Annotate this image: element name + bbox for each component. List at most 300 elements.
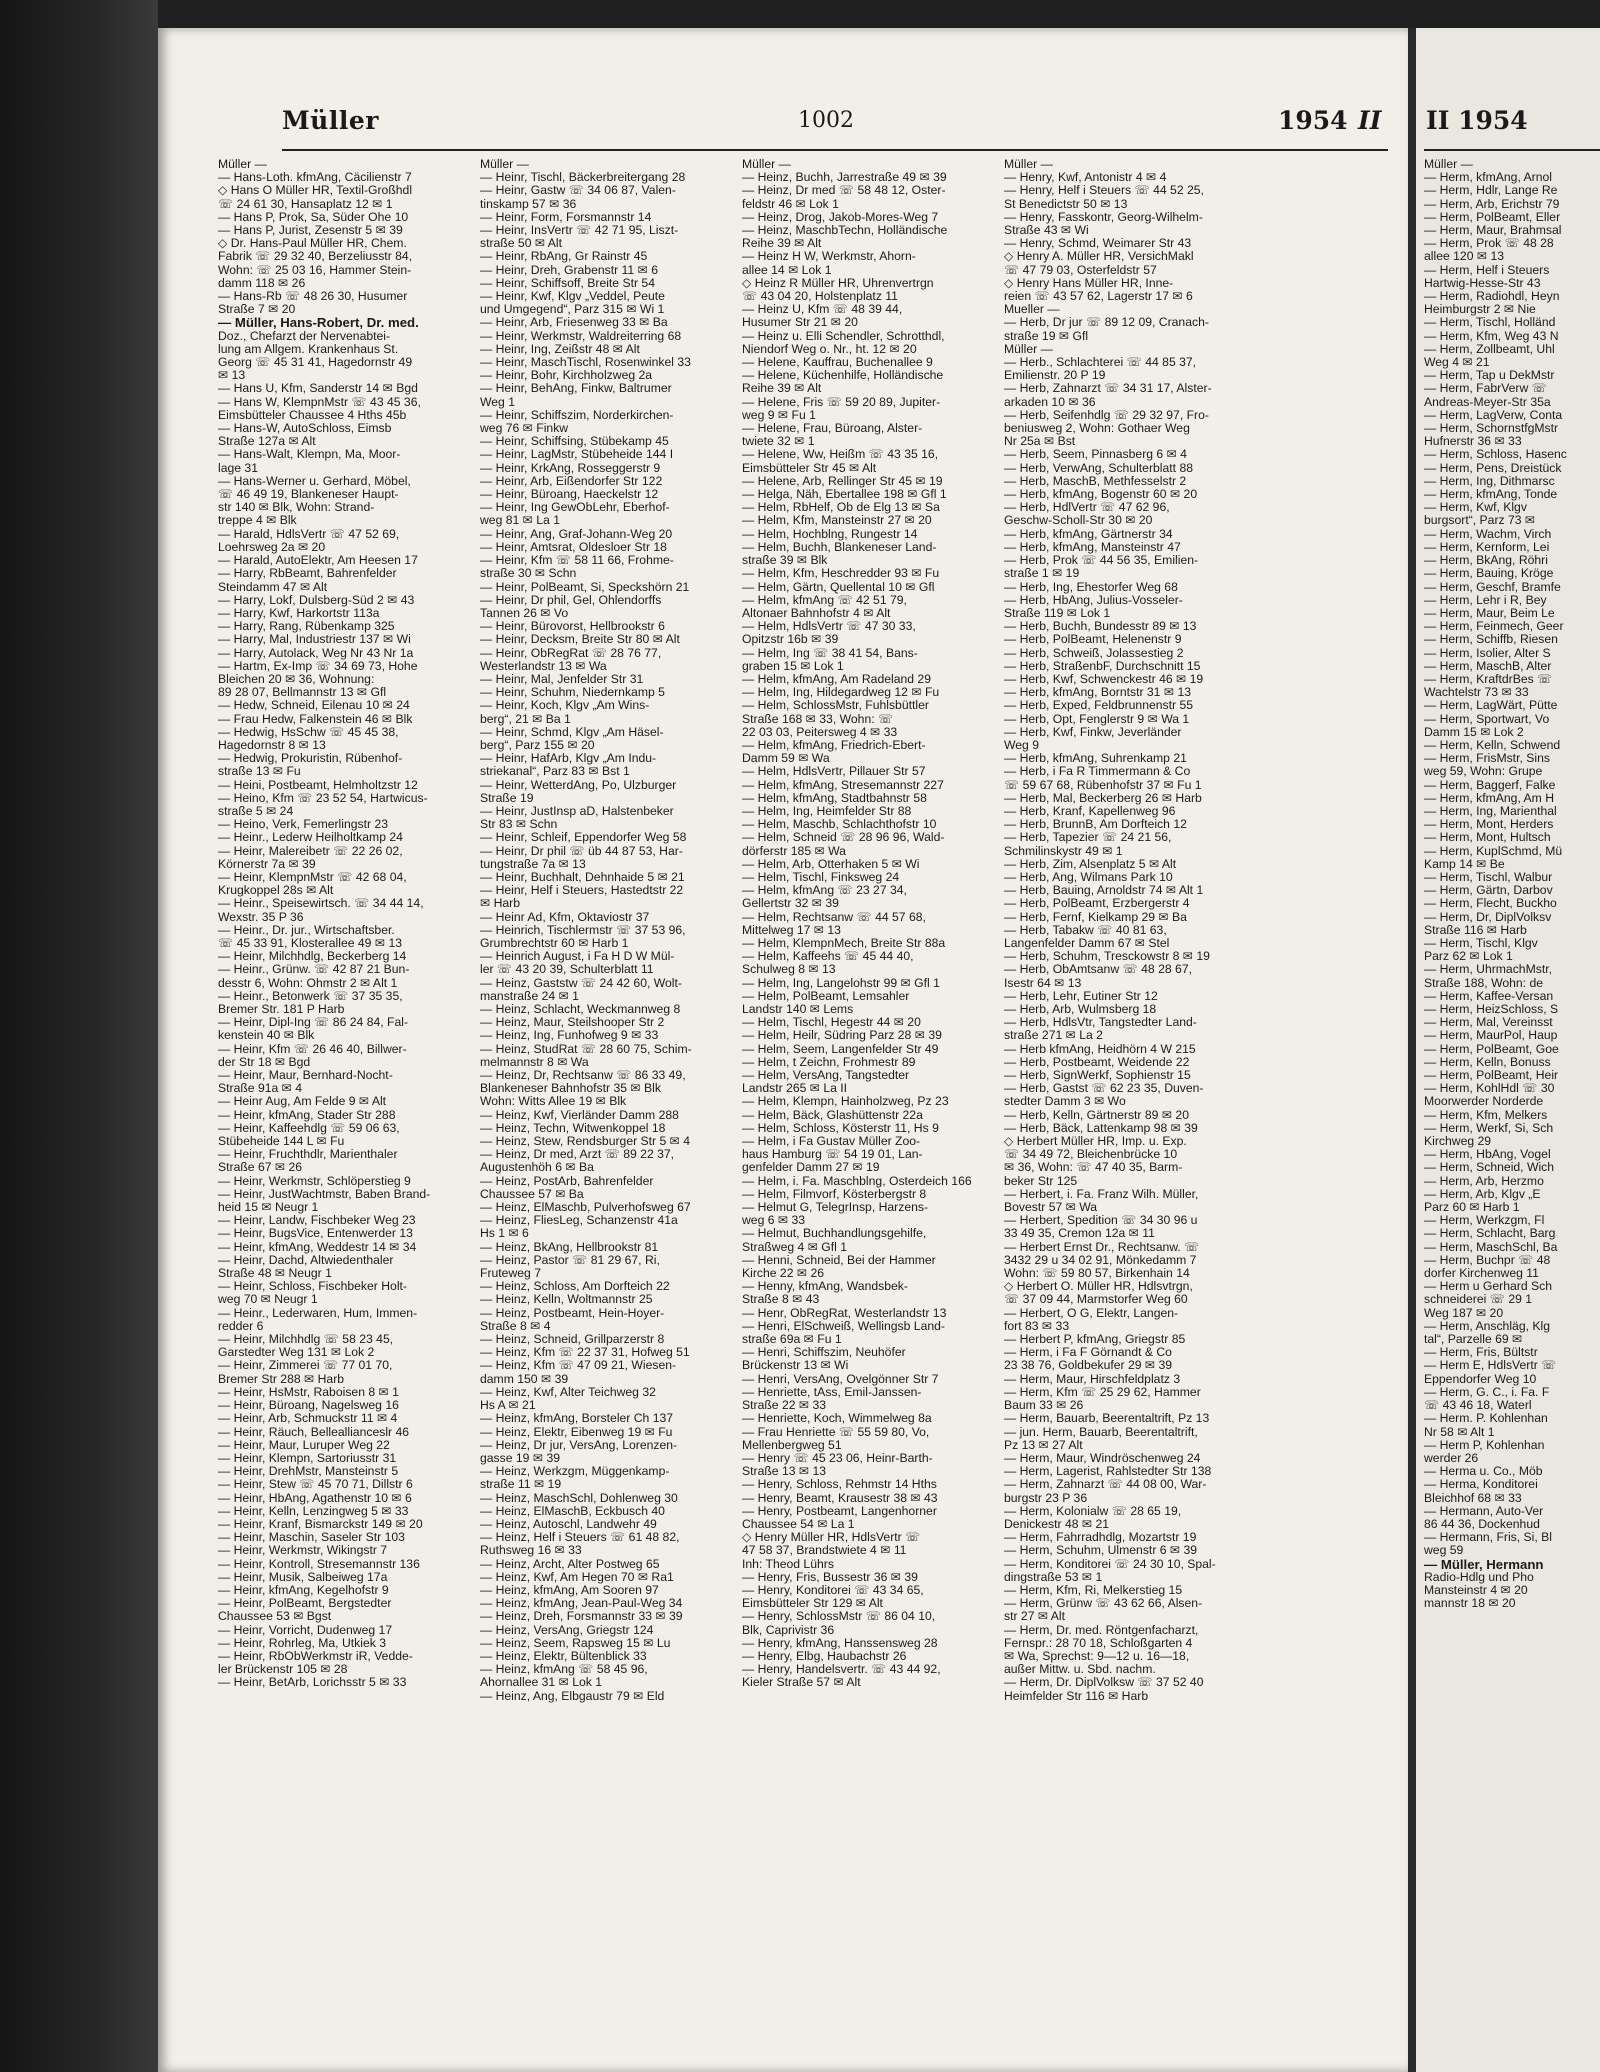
directory-entry-line: Steindamm 47 ✉ Alt: [218, 580, 328, 594]
directory-entry-line: — Herb, Ang, Wilmans Park 10: [1004, 870, 1173, 884]
directory-entry-line: — Heinr, Kranf, Bismarckstr 149 ✉ 20: [218, 1517, 423, 1531]
directory-entry-line: — Heinr, Kfm ☏ 58 11 66, Frohme-: [480, 554, 674, 568]
directory-entry-line: 22 03 03, Peitersweg 4 ✉ 33: [742, 725, 898, 739]
directory-entry-line: Müller —: [1004, 158, 1053, 171]
directory-entry-line: — Helm, Kfm, Mansteinstr 27 ✉ 20: [742, 514, 932, 528]
column-4: [1004, 158, 1252, 2058]
directory-entry-line: — Heinr, HsMstr, Raboisen 8 ✉ 1: [218, 1385, 399, 1399]
directory-entry-line: ☏ 43 46 18, Waterl: [1424, 1399, 1532, 1413]
directory-entry-line: — Herm, Kfm, Ri, Melkerstieg 15: [1004, 1583, 1183, 1597]
directory-entry-line: — Heinr, Klempn, Sartoriusstr 31: [218, 1451, 397, 1465]
directory-entry-line: — Herm, Maur, Beim Le: [1424, 606, 1555, 620]
directory-entry-line: — Herb, Schweiß, Jolassestieg 2: [1004, 646, 1184, 660]
next-page-fragment: [1416, 28, 1600, 2072]
directory-entry-line: — Herma u. Co., Möb: [1424, 1465, 1543, 1479]
directory-entry-line: — Herb, Zim, Alsenplatz 5 ✉ Alt: [1004, 857, 1177, 871]
scan-background-top: [0, 0, 1600, 28]
directory-entry-line: — Herm, KohlHdl ☏ 30: [1424, 1082, 1555, 1096]
directory-entry-line: — Heinz, Dr med ☏ 58 48 12, Oster-: [742, 184, 946, 198]
directory-entry-line: — Herm, LagWärt, Pütte: [1424, 699, 1558, 713]
directory-entry-line: ✉ Wa, Sprechst: 9—12 u. 16—18,: [1004, 1649, 1190, 1663]
directory-entry-line: — Herm, HeizSchloss, S: [1424, 1003, 1559, 1016]
directory-entry-line: — Herm, Konditorei ☏ 24 30 10, Spal-: [1004, 1557, 1216, 1571]
directory-entry-line: ◇ Heinz R Müller HR, Uhrenvertrgn: [742, 276, 934, 290]
directory-entry-line: — Heinr, ObRegRat ☏ 28 76 77,: [480, 646, 662, 660]
directory-entry-line: ☏ 46 49 19, Blankeneser Haupt-: [218, 488, 399, 502]
directory-entry-line: werder 26: [1424, 1451, 1479, 1465]
directory-entry-line: — Herm, Schloss, Hasenc: [1424, 448, 1567, 462]
directory-entry-line: — Heinr, HafArb, Klgv „Am Indu-: [480, 752, 657, 766]
directory-entry-line: fort 83 ✉ 33: [1004, 1319, 1070, 1333]
directory-entry-line: — Hedwig, Prokuristin, Rübenhof-: [218, 752, 403, 766]
directory-entry-line: — Harald, AutoElektr, Am Heesen 17: [218, 554, 418, 568]
directory-entry-line: — Helga, Näh, Ebertallee 198 ✉ Gfl 1: [742, 488, 947, 502]
directory-entry-line: — Heinr, Maur, Luruper Weg 22: [218, 1438, 390, 1452]
directory-entry-line: — Helm, kfmAng, Am Radeland 29: [742, 672, 931, 686]
column-3: [742, 158, 990, 2058]
directory-entry-line: — Harald, HdlsVertr ☏ 47 52 69,: [218, 527, 400, 541]
directory-entry-line: tinskamp 57 ✉ 36: [480, 197, 577, 211]
directory-entry-line: kenstein 40 ✉ Blk: [218, 1029, 315, 1043]
directory-entry-line: — Henry ☏ 45 23 06, Heinr-Barth-: [742, 1451, 933, 1465]
directory-entry-line: — Heinr, Landw, Fischbeker Weg 23: [218, 1214, 416, 1228]
directory-entry-line: Loehrsweg 2a ✉ 20: [218, 540, 326, 554]
directory-entry-line: Weg 187 ✉ 20: [1424, 1306, 1504, 1320]
directory-entry-line: Str 83 ✉ Schn: [480, 818, 558, 832]
directory-entry-line: — Helmut, Buchhandlungsgehilfe,: [742, 1227, 927, 1241]
directory-entry-line: — Hans-W, AutoSchloss, Eimsb: [218, 422, 392, 436]
directory-entry-line: weg 59: [1424, 1544, 1464, 1558]
directory-entry-line: — Herm, Werkf, Si, Sch: [1424, 1121, 1554, 1135]
directory-entry-line: — Herm, Dr, DiplVolksv: [1424, 910, 1552, 924]
directory-entry-line: — Helm, kfmAng, Friedrich-Ebert-: [742, 738, 926, 752]
directory-entry-line: lage 31: [218, 461, 258, 475]
directory-entry-line: — Herm, Mal, Vereinsst: [1424, 1016, 1553, 1030]
directory-entry-line: — Heinz, Stew, Rendsburger Str 5 ✉ 4: [480, 1135, 691, 1149]
directory-entry-line: — Harry, RbBeamt, Bahrenfelder: [218, 567, 397, 581]
directory-entry-line: — Heinr, Milchhdlg ☏ 58 23 45,: [218, 1333, 394, 1347]
directory-entry-line: — Heinr, Bohr, Kirchholzweg 2a: [480, 369, 653, 383]
directory-entry-line: — Heinr, RbAng, Gr Rainstr 45: [480, 250, 648, 264]
directory-entry-line: — Helmut G, TelegrInsp, Harzens-: [742, 1201, 929, 1215]
directory-entry-line: — Hans U, Kfm, Sanderstr 14 ✉ Bgd: [218, 382, 418, 396]
directory-entry-line: — Herm, Pens, Dreistück: [1424, 461, 1562, 475]
directory-entry-line: Straße 188, Wohn: de: [1424, 976, 1544, 990]
directory-entry-line: Kirche 22 ✉ 26: [742, 1267, 825, 1281]
directory-entry-line: — Herm, Zahnarzt ☏ 44 08 00, War-: [1004, 1478, 1207, 1492]
directory-entry-line: — Herm, KuplSchmd, Mü: [1424, 844, 1563, 858]
directory-entry-line: — Helm, kfmAng ☏ 23 27 34,: [742, 884, 907, 898]
directory-entry-line: Hagedornstr 8 ✉ 13: [218, 738, 326, 752]
directory-entry-line: — Herb, Postbeamt, Weidende 22: [1004, 1055, 1190, 1069]
directory-entry-line: — Heinr, Kwf, Klgv „Veddel, Peute: [480, 290, 665, 304]
directory-entry-line: — Herm, Grünw ☏ 43 62 66, Alsen-: [1004, 1597, 1203, 1611]
directory-entry-line: — Heinr, Kfm ☏ 26 46 40, Billwer-: [218, 1042, 407, 1056]
directory-entry-line: Wohn: ☏ 25 03 16, Hammer Stein-: [218, 263, 412, 277]
directory-entry-line: Mellenbergweg 51: [742, 1438, 842, 1452]
directory-entry-line: — Herm u Gerhard Sch: [1424, 1280, 1553, 1294]
directory-entry-line: — Helm, Maschb, Schlachthofstr 10: [742, 818, 937, 832]
directory-entry-line: — Helm, Hochblng, Rungestr 14: [742, 527, 918, 541]
directory-entry-line: — Heinz, Pastor ☏ 81 29 67, Ri,: [480, 1253, 660, 1267]
directory-entry-line: Damm 59 ✉ Wa: [742, 752, 830, 766]
directory-entry-line: — Herm, Feinmech, Geer: [1424, 620, 1564, 634]
directory-entry-line: Fabrik ☏ 29 32 40, Berzeliusstr 84,: [218, 250, 413, 264]
directory-entry-line: — Herm, Maur, Brahmsal: [1424, 224, 1562, 238]
directory-entry-line: — Herm, Kfm ☏ 25 29 62, Hammer: [1004, 1385, 1201, 1399]
directory-entry-line: straße 30 ✉ Schn: [480, 567, 577, 581]
directory-entry-line: — Hermann, Auto-Ver: [1424, 1504, 1544, 1518]
directory-entry-line: ✉ Harb: [480, 897, 521, 911]
directory-entry-line: — Heinr, Schiffsoff, Breite Str 54: [480, 276, 655, 290]
directory-entry-line: str 27 ✉ Alt: [1004, 1610, 1066, 1624]
directory-entry-line: der Str 18 ✉ Bgd: [218, 1055, 311, 1069]
directory-entry-line: Weg 4 ✉ 21: [1424, 356, 1490, 370]
directory-entry-line: — Helm, Seem, Langenfelder Str 49: [742, 1042, 939, 1056]
directory-entry-line: — Heinr, Amtsrat, Oldesloer Str 18: [480, 540, 667, 554]
directory-entry-line: — Heinr, kfmAng, Weddestr 14 ✉ 34: [218, 1240, 417, 1254]
directory-entry-line: Isestr 64 ✉ 13: [1004, 976, 1082, 990]
directory-entry-line: — Heinr, WetterdAng, Po, Ulzburger: [480, 778, 677, 792]
directory-entry-line: schneiderei ☏ 29 1: [1424, 1293, 1533, 1307]
directory-entry-line: — Heinz, kfmAng, Jean-Paul-Weg 34: [480, 1597, 683, 1611]
directory-entry-line: straße 39 ✉ Blk: [742, 554, 828, 568]
directory-entry-line: Husumer Str 21 ✉ 20: [742, 316, 858, 330]
directory-entry-line: — Herm, KraftdrBes ☏: [1424, 672, 1553, 686]
directory-entry-line: — Heinr, Maur, Bernhard-Nocht-: [218, 1069, 393, 1083]
directory-entry-line: — Herb, Buchh, Bundesstr 89 ✉ 13: [1004, 620, 1197, 634]
directory-entry-line: — Heinz, FliesLeg, Schanzenstr 41a: [480, 1214, 678, 1228]
directory-entry-line: — Herb, kfmAng, Suhrenkamp 21: [1004, 752, 1187, 766]
directory-entry-line: — Helm, HdlsVertr, Pillauer Str 57: [742, 765, 926, 779]
directory-entry-line: — Helene, Kauffrau, Buchenallee 9: [742, 356, 933, 370]
directory-entry-line: — Heinr, Stew ☏ 45 70 71, Dillstr 6: [218, 1478, 413, 1492]
directory-entry-line: Tannen 26 ✉ Vo: [480, 606, 569, 620]
scan-background-left: [0, 0, 158, 2072]
directory-entry-line: Niendorf Weg o. Nr., ht. 12 ✉ 20: [742, 342, 917, 356]
directory-entry-line: — Henriette, Koch, Wimmelweg 8a: [742, 1412, 932, 1426]
directory-entry-line: Ahornallee 31 ✉ Lok 1: [480, 1676, 603, 1690]
directory-entry-line: — Heinr, Ing, Zeißstr 48 ✉ Alt: [480, 342, 640, 356]
directory-entry-line: weg 6 ✉ 33: [742, 1214, 806, 1228]
directory-entry-line: — Herb, VerwAng, Schulterblatt 88: [1004, 461, 1194, 475]
directory-entry-line: — Heinz, Werkzgm, Müggenkamp-: [480, 1465, 670, 1479]
directory-entry-line: 3432 29 u 34 02 91, Mönkedamm 7: [1004, 1253, 1197, 1267]
directory-entry-line: — Heinz, Autoschl, Landwehr 49: [480, 1517, 657, 1531]
directory-entry-line: — Herm, Arb, Erichstr 79: [1424, 197, 1560, 211]
directory-entry-line: — Heinr Aug, Am Felde 9 ✉ Alt: [218, 1095, 387, 1109]
directory-entry-line: Straße 48 ✉ Neugr 1: [218, 1267, 332, 1281]
directory-entry-line: reien ☏ 43 57 62, Lagerstr 17 ✉ 6: [1004, 290, 1193, 304]
directory-entry-line: — Frau Henriette ☏ 55 59 80, Vo,: [742, 1425, 930, 1439]
header-year: 1954: [1278, 106, 1348, 135]
directory-entry-line: — Henry, kfmAng, Hanssensweg 28: [742, 1636, 938, 1650]
directory-entry-line: — Herm, Isolier, Alter S: [1424, 646, 1551, 660]
directory-entry-line: — Herm, Dr. med. Röntgenfacharzt,: [1004, 1623, 1199, 1637]
directory-entry-line: — Heino, Verk, Femerlingstr 23: [218, 818, 389, 832]
directory-entry-line: — Heinz, Techn, Witwenkoppel 18: [480, 1121, 666, 1135]
directory-entry-line: straße 5 ✉ 24: [218, 804, 294, 818]
directory-entry-line: — Henry, Beamt, Krausestr 38 ✉ 43: [742, 1491, 938, 1505]
header-volume: II: [1358, 106, 1382, 135]
directory-entry-line: — Heinr, Schmd, Klgv „Am Häsel-: [480, 725, 664, 739]
directory-entry-line: — Heinz, Buchh, Jarrestraße 49 ✉ 39: [742, 171, 947, 185]
directory-entry-line: ◇ Dr. Hans-Paul Müller HR, Chem.: [218, 237, 407, 251]
directory-entry-line: — Heinr, RbObWerkmstr iR, Vedde-: [218, 1649, 413, 1663]
directory-entry-line: — Hans W, KlempnMstr ☏ 43 45 36,: [218, 395, 421, 409]
directory-entry-line: — Herb, kfmAng, Bogenstr 60 ✉ 20: [1004, 488, 1198, 502]
directory-entry-line: — Heinr, Decksm, Breite Str 80 ✉ Alt: [480, 633, 680, 647]
directory-entry-line: — Herm, Schlacht, Barg: [1424, 1227, 1556, 1241]
directory-entry-line: — Heinz, Kfm ☏ 47 09 21, Wiesen-: [480, 1359, 677, 1373]
directory-entry-line: straße 19 ✉ Gfl: [1004, 329, 1089, 343]
directory-entry-line: — Henry, Postbeamt, Langenhorner: [742, 1504, 937, 1518]
directory-entry-line: — Herb, i Fa R Timmermann & Co: [1004, 765, 1191, 779]
directory-entry-line: — Heinz, kfmAng ☏ 58 45 96,: [480, 1663, 648, 1677]
directory-entry-line: — Heinr, Büroang, Nagelsweg 16: [218, 1399, 399, 1413]
directory-entry-line: — Helm, Kaffeehs ☏ 45 44 40,: [742, 950, 914, 964]
directory-entry-line: weg 9 ✉ Fu 1: [742, 408, 816, 422]
directory-entry-line: — Herm, i Fa F Görnandt & Co: [1004, 1346, 1172, 1360]
directory-entry-line: — Heinr, Milchhdlg, Beckerberg 14: [218, 950, 407, 964]
directory-entry-line: — Hermann, Fris, Si, Bl: [1424, 1531, 1552, 1545]
directory-entry-line: — Heinz, kfmAng, Am Sooren 97: [480, 1583, 659, 1597]
directory-entry-line: — Heinr, BugsVice, Entenwerder 13: [218, 1227, 413, 1241]
directory-entry-line: — Herm, Mont, Herders: [1424, 818, 1554, 832]
directory-entry-line: 47 58 37, Brandstwiete 4 ✉ 11: [742, 1544, 907, 1558]
directory-entry-line: Moorwerder Norderde: [1424, 1095, 1544, 1109]
directory-entry-line: — Herm, Arb, Klgv „E: [1424, 1187, 1541, 1201]
directory-entry-line: Bleichen 20 ✉ 36, Wohnung:: [218, 672, 375, 686]
directory-entry-line: 86 44 36, Dockenhud: [1424, 1517, 1540, 1531]
directory-entry-line: tal“, Parzelle 69 ✉: [1424, 1333, 1523, 1347]
directory-entry-line: — Herb, Kranf, Kapellenweg 96: [1004, 804, 1176, 818]
directory-entry-line: Reihe 39 ✉ Alt: [742, 382, 822, 396]
directory-entry-line: — Herb, Bäck, Lattenkamp 98 ✉ 39: [1004, 1121, 1198, 1135]
directory-entry-line: Fernspr.: 28 70 18, Schloßgarten 4: [1004, 1636, 1193, 1650]
directory-entry-line: treppe 4 ✉ Blk: [218, 514, 297, 528]
directory-entry-line: Straße 127a ✉ Alt: [218, 435, 316, 449]
directory-entry-line: — Heinz, Ing, Funhofweg 9 ✉ 33: [480, 1029, 659, 1043]
directory-entry-line: — Hans P, Jurist, Zesenstr 5 ✉ 39: [218, 224, 403, 238]
directory-entry-line: — Hans-Walt, Klempn, Ma, Moor-: [218, 448, 401, 462]
directory-entry-line: — Heinz, Elektr, Bültenblick 33: [480, 1649, 647, 1663]
directory-entry-line: — Heinr, Arb, Eißendorfer Str 122: [480, 474, 663, 488]
page-number: 1002: [798, 108, 854, 133]
directory-entry-line: Radio-Hdlg und Pho: [1424, 1570, 1534, 1584]
directory-entry-line: — Herm, Anschläg, Klg: [1424, 1319, 1550, 1333]
directory-entry-line: — Heinr, Schiffsing, Stübekamp 45: [480, 435, 669, 449]
directory-entry-line: — Heinr, Ing GewObLehr, Eberhof-: [480, 501, 670, 515]
directory-entry-line: — Heinz, Schloss, Am Dorfteich 22: [480, 1280, 670, 1294]
directory-entry-line: — Heinz, Dr jur, VersAng, Lorenzen-: [480, 1438, 678, 1452]
directory-entry-line: — Helm, Tischl, Hegestr 44 ✉ 20: [742, 1016, 921, 1030]
directory-entry-line: — Herm, Prok ☏ 48 28: [1424, 237, 1554, 251]
directory-entry-line: — Heinr, Schuhm, Niedernkamp 5: [480, 686, 665, 700]
directory-entry-line: Krugkoppel 28s ✉ Alt: [218, 884, 334, 898]
directory-entry-line: — Heinz, VersAng, Griegstr 124: [480, 1623, 654, 1637]
directory-entry-line: — Heinr, KlempnMstr ☏ 42 68 04,: [218, 870, 407, 884]
directory-entry-line: — Helm, Filmvorf, Kösterbergstr 8: [742, 1187, 927, 1201]
directory-entry-line: — Heinz, Dr med, Arzt ☏ 89 22 37,: [480, 1148, 675, 1162]
directory-entry-line: — Heinz, Elektr, Eibenweg 19 ✉ Fu: [480, 1425, 673, 1439]
directory-entry-line: — Harry, Rang, Rübenkamp 325: [218, 620, 395, 634]
directory-entry-line: Schulweg 8 ✉ 13: [742, 963, 836, 977]
directory-entry-line: — Heinr., Grünw. ☏ 42 87 21 Bun-: [218, 963, 410, 977]
directory-entry-line: feldstr 46 ✉ Lok 1: [742, 197, 839, 211]
page-header: [158, 106, 1408, 146]
directory-entry-line: Bremer Str 288 ✉ Harb: [218, 1372, 345, 1386]
directory-entry-line: — Herb, kfmAng, Gärtnerstr 34: [1004, 527, 1173, 541]
directory-entry-line: — Heinr, Schiffszim, Norderkirchen-: [480, 408, 674, 422]
directory-entry-line: Parz 60 ✉ Harb 1: [1424, 1201, 1520, 1215]
directory-entry-line: und Umgegend“, Parz 315 ✉ Wi 1: [480, 303, 665, 317]
directory-entry-line: ◇ Henry A. Müller HR, VersichMakl: [1004, 250, 1194, 264]
directory-entry-line: — Heinr, Arb, Friesenweg 33 ✉ Ba: [480, 316, 668, 330]
directory-entry-line: — Helm, Buchh, Blankeneser Land-: [742, 540, 937, 554]
directory-entry-line: — Heinz, PostArb, Bahrenfelder: [480, 1174, 654, 1188]
directory-entry-line: — Heinz, StudRat ☏ 28 60 75, Schim-: [480, 1042, 692, 1056]
directory-entry-line: — Helene, Ww, Heißm ☏ 43 35 16,: [742, 448, 939, 462]
directory-entry-line: — Heinz, Ang, Elbgaustr 79 ✉ Eld: [480, 1689, 665, 1703]
directory-entry-line: ☏ 59 67 68, Rübenhofstr 37 ✉ Fu 1: [1004, 778, 1202, 792]
directory-entry-line: Straße 116 ✉ Harb: [1424, 923, 1527, 937]
directory-entry-line: — Herm, Dr. DiplVolksw ☏ 37 52 40: [1004, 1676, 1204, 1690]
directory-entry-line: — Hans-Werner u. Gerhard, Möbel,: [218, 474, 411, 488]
directory-entry-line: — Heinr, Musik, Salbeiweg 17a: [218, 1570, 388, 1584]
directory-entry-line: ler Brückenstr 105 ✉ 28: [218, 1663, 348, 1677]
directory-entry-line: — Herb, Opt, Fenglerstr 9 ✉ Wa 1: [1004, 712, 1190, 726]
directory-entry-line: — Herm E, HdlsVertr ☏: [1424, 1359, 1557, 1373]
directory-entry-line: — Herb, kfmAng, Borntstr 31 ✉ 13: [1004, 686, 1192, 700]
directory-entry-line: — Henry, Helf i Steuers ☏ 44 52 25,: [1004, 184, 1204, 198]
directory-entry-line: Pz 13 ✉ 27 Alt: [1004, 1438, 1083, 1452]
directory-entry-line: — Henr, ObRegRat, Westerlandstr 13: [742, 1306, 947, 1320]
directory-entry-line: Heimfelder Str 116 ✉ Harb: [1004, 1689, 1149, 1703]
directory-entry-line: — Herb, ObAmtsanw ☏ 48 28 67,: [1004, 963, 1192, 977]
directory-entry-line: — Heinr, Kelln, Lenzingweg 5 ✉ 33: [218, 1504, 409, 1518]
directory-entry-line: — Herb, Prok ☏ 44 56 35, Emilien-: [1004, 554, 1199, 568]
directory-entry-line: — Heinz, MaschbTechn, Holländische: [742, 224, 948, 238]
directory-entry-line: Denickestr 48 ✉ 21: [1004, 1517, 1110, 1531]
directory-entry-line: — Herm, Bauarb, Beerentaltrift, Pz 13: [1004, 1412, 1210, 1426]
directory-entry-line: weg 81 ✉ La 1: [480, 514, 561, 528]
directory-entry-line: — Helene, Küchenhilfe, Holländische: [742, 369, 944, 383]
directory-entry-line: — Heini, Postbeamt, Helmholtzstr 12: [218, 778, 418, 792]
directory-entry-line: gasse 19 ✉ 39: [480, 1451, 561, 1465]
directory-entry-line: Schmilinskystr 49 ✉ 1: [1004, 844, 1123, 858]
directory-entry-line: — Heinr, Schleif, Eppendorfer Weg 58: [480, 831, 687, 845]
directory-entry-line: ◇ Herbert O. Müller HR, Hdlsvtrgn,: [1004, 1280, 1193, 1294]
directory-entry-line: — Heinz U, Kfm ☏ 48 39 44,: [742, 303, 903, 317]
directory-entry-line: Hs 1 ✉ 6: [480, 1227, 529, 1241]
directory-entry-line: — Heinr, Büroang, Haeckelstr 12: [480, 488, 659, 502]
directory-entry-line: — Herm, MaschSchl, Ba: [1424, 1240, 1558, 1254]
directory-entry-line: — Helm, VersAng, Tangstedter: [742, 1069, 910, 1083]
directory-entry-line: redder 6: [218, 1319, 264, 1333]
directory-entry-line: — Heinz, Kelln, Woltmannstr 25: [480, 1293, 653, 1307]
directory-entry-line: ☏ 43 04 20, Holstenplatz 11: [742, 290, 898, 304]
directory-entry-line: — Helm, Rechtsanw ☏ 44 57 68,: [742, 910, 926, 924]
directory-entry-line: 33 49 35, Cremon 12a ✉ 11: [1004, 1227, 1155, 1241]
directory-entry-line: weg 76 ✉ Finkw: [480, 422, 569, 436]
directory-entry-line: — Herm, HbAng, Vogel: [1424, 1148, 1551, 1162]
directory-entry-line: — Heinr, InsVertr ☏ 42 71 95, Liszt-: [480, 224, 679, 238]
directory-entry-line: — Herb, Schuhm, Tresckowstr 8 ✉ 19: [1004, 950, 1210, 964]
directory-entry-line: Garstedter Weg 131 ✉ Lok 2: [218, 1346, 375, 1360]
directory-entry-line: — Heinr., Betonwerk ☏ 37 35 35,: [218, 989, 403, 1003]
directory-entry-line: — Heinr, Dr phil ☏ üb 44 87 53, Har-: [480, 844, 683, 858]
directory-entry-line: Kirchweg 29: [1424, 1135, 1492, 1149]
directory-entry-line: dörferstr 185 ✉ Wa: [742, 844, 846, 858]
directory-entry-line: — Herm, Maur, Windröschenweg 24: [1004, 1451, 1201, 1465]
directory-entry-line: Müller —: [1424, 158, 1473, 171]
directory-entry-line: weg 59, Wohn: Grupe: [1424, 765, 1543, 779]
directory-entry-line: — Herm, Wachm, Virch: [1424, 527, 1552, 541]
directory-entry-line: — Heinr, KrkAng, Rosseggerstr 9: [480, 461, 661, 475]
directory-entry-line: — Henri, VersAng, Ovelgönner Str 7: [742, 1372, 939, 1386]
directory-entry-line: — Heinr, Zimmerei ☏ 77 01 70,: [218, 1359, 393, 1373]
directory-entry-line: — Herm, kfmAng, Tonde: [1424, 488, 1558, 502]
directory-entry-line: burgsort“, Parz 73 ✉: [1424, 514, 1536, 528]
directory-entry-line: Straßweg 4 ✉ Gfl 1: [742, 1240, 848, 1254]
directory-entry-line: Körnerstr 7a ✉ 39: [218, 857, 316, 871]
directory-entry-line: — Henni, Schneid, Bei der Hammer: [742, 1253, 936, 1267]
directory-entry-line: — Helm, i Fa Gustav Müller Zoo-: [742, 1135, 921, 1149]
directory-entry-line: — Heinr, PolBeamt, Bergstedter: [218, 1597, 392, 1611]
directory-entry-line: — Herm, Kwf, Klgv: [1424, 501, 1527, 515]
directory-entry-line: — Helm, Ing, Langelohstr 99 ✉ Gfl 1: [742, 976, 940, 990]
directory-entry-line: striekanal“, Parz 83 ✉ Bst 1: [480, 765, 630, 779]
directory-entry-line: — Herm, PolBeamt, Eller: [1424, 210, 1561, 224]
directory-entry-line: — Henry, Schloss, Rehmstr 14 Hths: [742, 1478, 937, 1492]
directory-entry-line: — Herb, kfmAng, Mansteinstr 47: [1004, 540, 1181, 554]
directory-entry-line: Hs A ✉ 21: [480, 1399, 536, 1413]
directory-entry-line: — Heinr, Kaffeehdlg ☏ 59 06 63,: [218, 1121, 400, 1135]
directory-entry-line: — Herma, Konditorei: [1424, 1478, 1538, 1492]
directory-entry-line: 89 28 07, Bellmannstr 13 ✉ Gfl: [218, 686, 387, 700]
directory-entry-line: Eimsbütteler Str 129 ✉ Alt: [742, 1597, 883, 1611]
directory-entry-line: — Herm, Werkzgm, Fl: [1424, 1214, 1545, 1228]
directory-entry-line: 23 38 76, Goldbekufer 29 ✉ 39: [1004, 1359, 1173, 1373]
directory-entry-line: — Heinz u. Elli Schendler, Schrotthdl,: [742, 329, 945, 343]
directory-entry-line: — Herbert, i. Fa. Franz Wilh. Müller,: [1004, 1187, 1199, 1201]
directory-entry-line: — Heinz H W, Werkmstr, Ahorn-: [742, 250, 916, 264]
directory-entry-line: — Heinr, MaschTischl, Rosenwinkel 33: [480, 356, 691, 370]
directory-entry-line: — Henry, Fris, Bussestr 36 ✉ 39: [742, 1570, 918, 1584]
directory-entry-line: — Henny, kfmAng, Wandsbek-: [742, 1280, 908, 1294]
directory-entry-line: Chaussee 57 ✉ Ba: [480, 1187, 584, 1201]
directory-entry-line: — Heinz, Postbeamt, Hein-Hoyer-: [480, 1306, 665, 1320]
directory-entry-line: straße 69a ✉ Fu 1: [742, 1333, 842, 1347]
directory-entry-line: Reihe 39 ✉ Alt: [742, 237, 822, 251]
directory-entry-line: — Heinr, JustWachtmstr, Baben Brand-: [218, 1187, 431, 1201]
directory-entry-line: — Helm, Ing ☏ 38 41 54, Bans-: [742, 646, 918, 660]
directory-entry-line: — Heinr, Dr phil, Gel, Ohlendorffs: [480, 593, 662, 607]
directory-entry-line: — Herm, Flecht, Buckho: [1424, 897, 1557, 911]
directory-entry-line: außer Mittw. u. Sbd. nachm.: [1004, 1663, 1156, 1677]
directory-entry-line: Straße 7 ✉ 20: [218, 303, 296, 317]
directory-entry-line: Baum 33 ✉ 26: [1004, 1399, 1084, 1413]
directory-entry-line: — Herm, Lehr i R, Bey: [1424, 593, 1547, 607]
next-page-rule: [1424, 149, 1600, 151]
directory-entry-line: Chaussee 54 ✉ La 1: [742, 1517, 855, 1531]
directory-entry-line: straße 271 ✉ La 2: [1004, 1029, 1103, 1043]
directory-entry-line: Damm 15 ✉ Lok 2: [1424, 725, 1524, 739]
directory-entry-line: — Frau Hedw, Falkenstein 46 ✉ Blk: [218, 712, 413, 726]
directory-entry-line: — Heinr, Form, Forsmannstr 14: [480, 210, 652, 224]
directory-entry-line: Straße 119 ✉ Lok 1: [1004, 606, 1111, 620]
